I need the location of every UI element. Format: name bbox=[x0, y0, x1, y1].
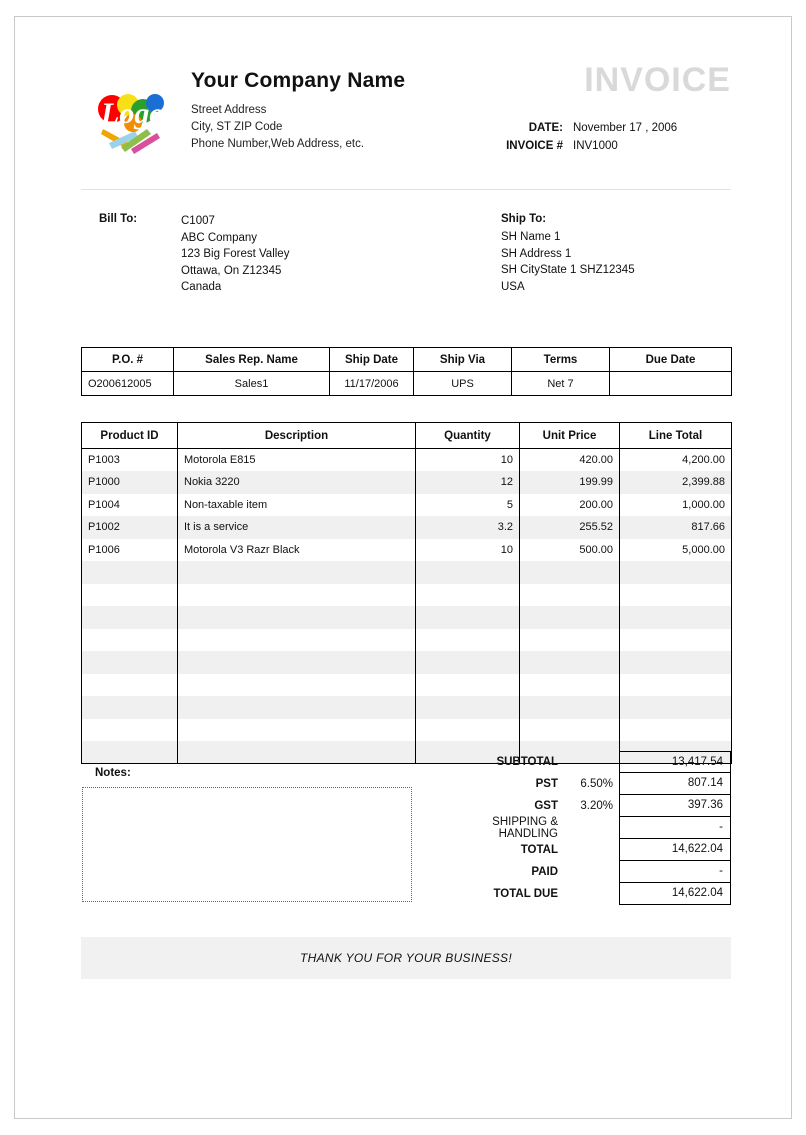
table-row bbox=[82, 651, 732, 674]
totals-value: 14,622.04 bbox=[619, 839, 731, 861]
table-row bbox=[82, 539, 732, 562]
cell-quantity: 10 bbox=[416, 539, 520, 562]
po-cell-po-number: O200612005 bbox=[82, 372, 174, 396]
line-items-table bbox=[81, 422, 732, 764]
totals-value: 807.14 bbox=[619, 773, 731, 795]
cell-unit-price: 420.00 bbox=[520, 449, 620, 472]
table-row bbox=[82, 629, 732, 652]
invoice-number-label: INVOICE # bbox=[506, 140, 563, 152]
po-col-sales-rep: Sales Rep. Name bbox=[174, 348, 330, 372]
totals-label: SUBTOTAL bbox=[496, 756, 558, 768]
invoice-content bbox=[81, 57, 731, 965]
document-title: INVOICE bbox=[584, 61, 731, 99]
cell-quantity bbox=[416, 606, 520, 629]
cell-unit-price: 199.99 bbox=[520, 471, 620, 494]
totals-value: 13,417.54 bbox=[619, 751, 731, 773]
cell-product-id bbox=[82, 696, 178, 719]
cell-product-id: P1003 bbox=[82, 449, 178, 472]
cell-quantity: 5 bbox=[416, 494, 520, 517]
cell-line-total bbox=[620, 629, 732, 652]
cell-description: Motorola V3 Razr Black bbox=[178, 539, 416, 562]
po-cell-terms: Net 7 bbox=[512, 372, 610, 396]
totals-label: PAID bbox=[531, 866, 558, 878]
bill-to-line: Ottawa, On Z12345 bbox=[181, 264, 282, 277]
totals-value: 397.36 bbox=[619, 795, 731, 817]
totals-value: 14,622.04 bbox=[619, 883, 731, 905]
thank-you-banner: THANK YOU FOR YOUR BUSINESS! bbox=[81, 937, 731, 979]
cell-line-total bbox=[620, 606, 732, 629]
cell-line-total bbox=[620, 584, 732, 607]
items-col-line-total: Line Total bbox=[620, 423, 732, 449]
table-row bbox=[82, 606, 732, 629]
cell-quantity: 3.2 bbox=[416, 516, 520, 539]
totals-label: SHIPPING & HANDLING bbox=[492, 816, 558, 840]
po-cell-due-date bbox=[610, 372, 732, 396]
cell-product-id bbox=[82, 606, 178, 629]
ship-to-line: USA bbox=[501, 280, 525, 293]
cell-line-total: 2,399.88 bbox=[620, 471, 732, 494]
cell-unit-price bbox=[520, 606, 620, 629]
totals-percent: 6.50% bbox=[580, 778, 613, 790]
cell-unit-price bbox=[520, 629, 620, 652]
cell-quantity bbox=[416, 696, 520, 719]
items-col-product-id: Product ID bbox=[82, 423, 178, 449]
cell-line-total bbox=[620, 651, 732, 674]
cell-description: Nokia 3220 bbox=[178, 471, 416, 494]
ship-to-block bbox=[501, 213, 731, 295]
invoice-date-value: November 17 , 2006 bbox=[573, 122, 678, 134]
table-row bbox=[82, 471, 732, 494]
po-col-terms: Terms bbox=[512, 348, 610, 372]
cell-unit-price bbox=[520, 651, 620, 674]
company-address-line: Phone Number,Web Address, etc. bbox=[191, 138, 365, 150]
items-header-row bbox=[82, 423, 732, 449]
totals-value: - bbox=[619, 861, 731, 883]
cell-description bbox=[178, 561, 416, 584]
ship-to-label: Ship To: bbox=[501, 213, 547, 225]
cell-product-id bbox=[82, 674, 178, 697]
invoice-meta bbox=[481, 119, 731, 155]
po-col-po-number: P.O. # bbox=[82, 348, 174, 372]
table-row bbox=[82, 674, 732, 697]
cell-product-id: P1000 bbox=[82, 471, 178, 494]
cell-line-total: 1,000.00 bbox=[620, 494, 732, 517]
invoice-date-row bbox=[481, 119, 731, 137]
cell-quantity bbox=[416, 561, 520, 584]
cell-product-id: P1006 bbox=[82, 539, 178, 562]
cell-unit-price bbox=[520, 696, 620, 719]
cell-description bbox=[178, 719, 416, 742]
cell-description bbox=[178, 584, 416, 607]
table-row bbox=[82, 561, 732, 584]
cell-quantity: 12 bbox=[416, 471, 520, 494]
table-row bbox=[82, 584, 732, 607]
invoice-number-row bbox=[481, 137, 731, 155]
cell-line-total bbox=[620, 696, 732, 719]
cell-line-total bbox=[620, 561, 732, 584]
invoice-date-label: DATE: bbox=[528, 122, 563, 134]
items-body bbox=[82, 449, 732, 764]
cell-product-id bbox=[82, 719, 178, 742]
totals-row-total-due bbox=[436, 883, 731, 905]
bill-to-line: C1007 bbox=[181, 215, 215, 227]
cell-description bbox=[178, 629, 416, 652]
totals-row-paid bbox=[436, 861, 731, 883]
po-cell-sales-rep: Sales1 bbox=[174, 372, 330, 396]
cell-description: Motorola E815 bbox=[178, 449, 416, 472]
totals-percent: 3.20% bbox=[580, 800, 613, 812]
cell-line-total: 5,000.00 bbox=[620, 539, 732, 562]
ship-to-line: SH CityState 1 SHZ12345 bbox=[501, 264, 635, 276]
bill-to-line: 123 Big Forest Valley bbox=[181, 248, 290, 260]
table-row bbox=[82, 696, 732, 719]
totals-row-gst bbox=[436, 795, 731, 817]
cell-unit-price bbox=[520, 584, 620, 607]
cell-quantity bbox=[416, 719, 520, 742]
cell-product-id bbox=[82, 561, 178, 584]
cell-product-id bbox=[82, 741, 178, 764]
cell-description bbox=[178, 741, 416, 764]
po-col-ship-via: Ship Via bbox=[414, 348, 512, 372]
items-col-quantity: Quantity bbox=[416, 423, 520, 449]
totals-row-pst bbox=[436, 773, 731, 795]
company-address-line: City, ST ZIP Code bbox=[191, 121, 283, 133]
cell-quantity bbox=[416, 629, 520, 652]
cell-product-id bbox=[82, 584, 178, 607]
totals-label: PST bbox=[535, 778, 558, 790]
cell-description: It is a service bbox=[178, 516, 416, 539]
totals-value: - bbox=[619, 817, 731, 839]
totals-label: TOTAL DUE bbox=[493, 888, 558, 900]
cell-unit-price bbox=[520, 719, 620, 742]
table-row bbox=[82, 719, 732, 742]
ship-to-lines bbox=[501, 229, 731, 295]
company-name: Your Company Name bbox=[191, 69, 406, 92]
cell-line-total: 4,200.00 bbox=[620, 449, 732, 472]
cell-line-total bbox=[620, 674, 732, 697]
cell-description bbox=[178, 606, 416, 629]
cell-product-id: P1004 bbox=[82, 494, 178, 517]
cell-description: Non-taxable item bbox=[178, 494, 416, 517]
items-col-unit-price: Unit Price bbox=[520, 423, 620, 449]
bill-to-line: Canada bbox=[181, 281, 222, 293]
cell-description bbox=[178, 696, 416, 719]
table-row bbox=[82, 494, 732, 517]
cell-quantity bbox=[416, 674, 520, 697]
cell-line-total bbox=[620, 719, 732, 742]
cell-description bbox=[178, 651, 416, 674]
table-row bbox=[82, 516, 732, 539]
cell-quantity: 10 bbox=[416, 449, 520, 472]
company-logo-icon bbox=[95, 85, 181, 157]
totals-label: GST bbox=[534, 800, 558, 812]
cell-unit-price: 255.52 bbox=[520, 516, 620, 539]
invoice-header bbox=[81, 57, 731, 177]
cell-product-id: P1002 bbox=[82, 516, 178, 539]
po-cell-ship-via: UPS bbox=[414, 372, 512, 396]
cell-line-total: 817.66 bbox=[620, 516, 732, 539]
invoice-number-value: INV1000 bbox=[573, 140, 618, 152]
po-col-due-date: Due Date bbox=[610, 348, 732, 372]
company-address-line: Street Address bbox=[191, 104, 267, 116]
cell-product-id bbox=[82, 629, 178, 652]
cell-description bbox=[178, 674, 416, 697]
totals-section bbox=[436, 751, 731, 905]
company-address bbox=[191, 102, 364, 153]
po-table-row bbox=[82, 372, 732, 396]
po-table-header-row bbox=[82, 348, 732, 372]
header-divider bbox=[81, 189, 731, 190]
totals-row-shipping bbox=[436, 817, 731, 839]
notes-input[interactable] bbox=[82, 787, 412, 902]
cell-unit-price: 200.00 bbox=[520, 494, 620, 517]
ship-to-line: SH Address 1 bbox=[501, 247, 572, 260]
totals-row-subtotal bbox=[436, 751, 731, 773]
bill-to-line: ABC Company bbox=[181, 231, 258, 244]
cell-quantity bbox=[416, 651, 520, 674]
cell-unit-price bbox=[520, 674, 620, 697]
table-row bbox=[82, 449, 732, 472]
po-cell-ship-date: 11/17/2006 bbox=[330, 372, 414, 396]
svg-text:Logo: Logo bbox=[101, 97, 165, 130]
cell-quantity bbox=[416, 584, 520, 607]
po-table bbox=[81, 347, 732, 396]
bill-to-lines bbox=[181, 213, 289, 296]
cell-product-id bbox=[82, 651, 178, 674]
bill-to-label: Bill To: bbox=[99, 213, 138, 225]
totals-label: TOTAL bbox=[520, 844, 558, 856]
cell-unit-price bbox=[520, 561, 620, 584]
ship-to-line: SH Name 1 bbox=[501, 231, 561, 243]
invoice-page bbox=[14, 16, 792, 1119]
po-col-ship-date: Ship Date bbox=[330, 348, 414, 372]
cell-unit-price: 500.00 bbox=[520, 539, 620, 562]
notes-label: Notes: bbox=[95, 767, 131, 779]
items-col-description: Description bbox=[178, 423, 416, 449]
totals-row-total bbox=[436, 839, 731, 861]
